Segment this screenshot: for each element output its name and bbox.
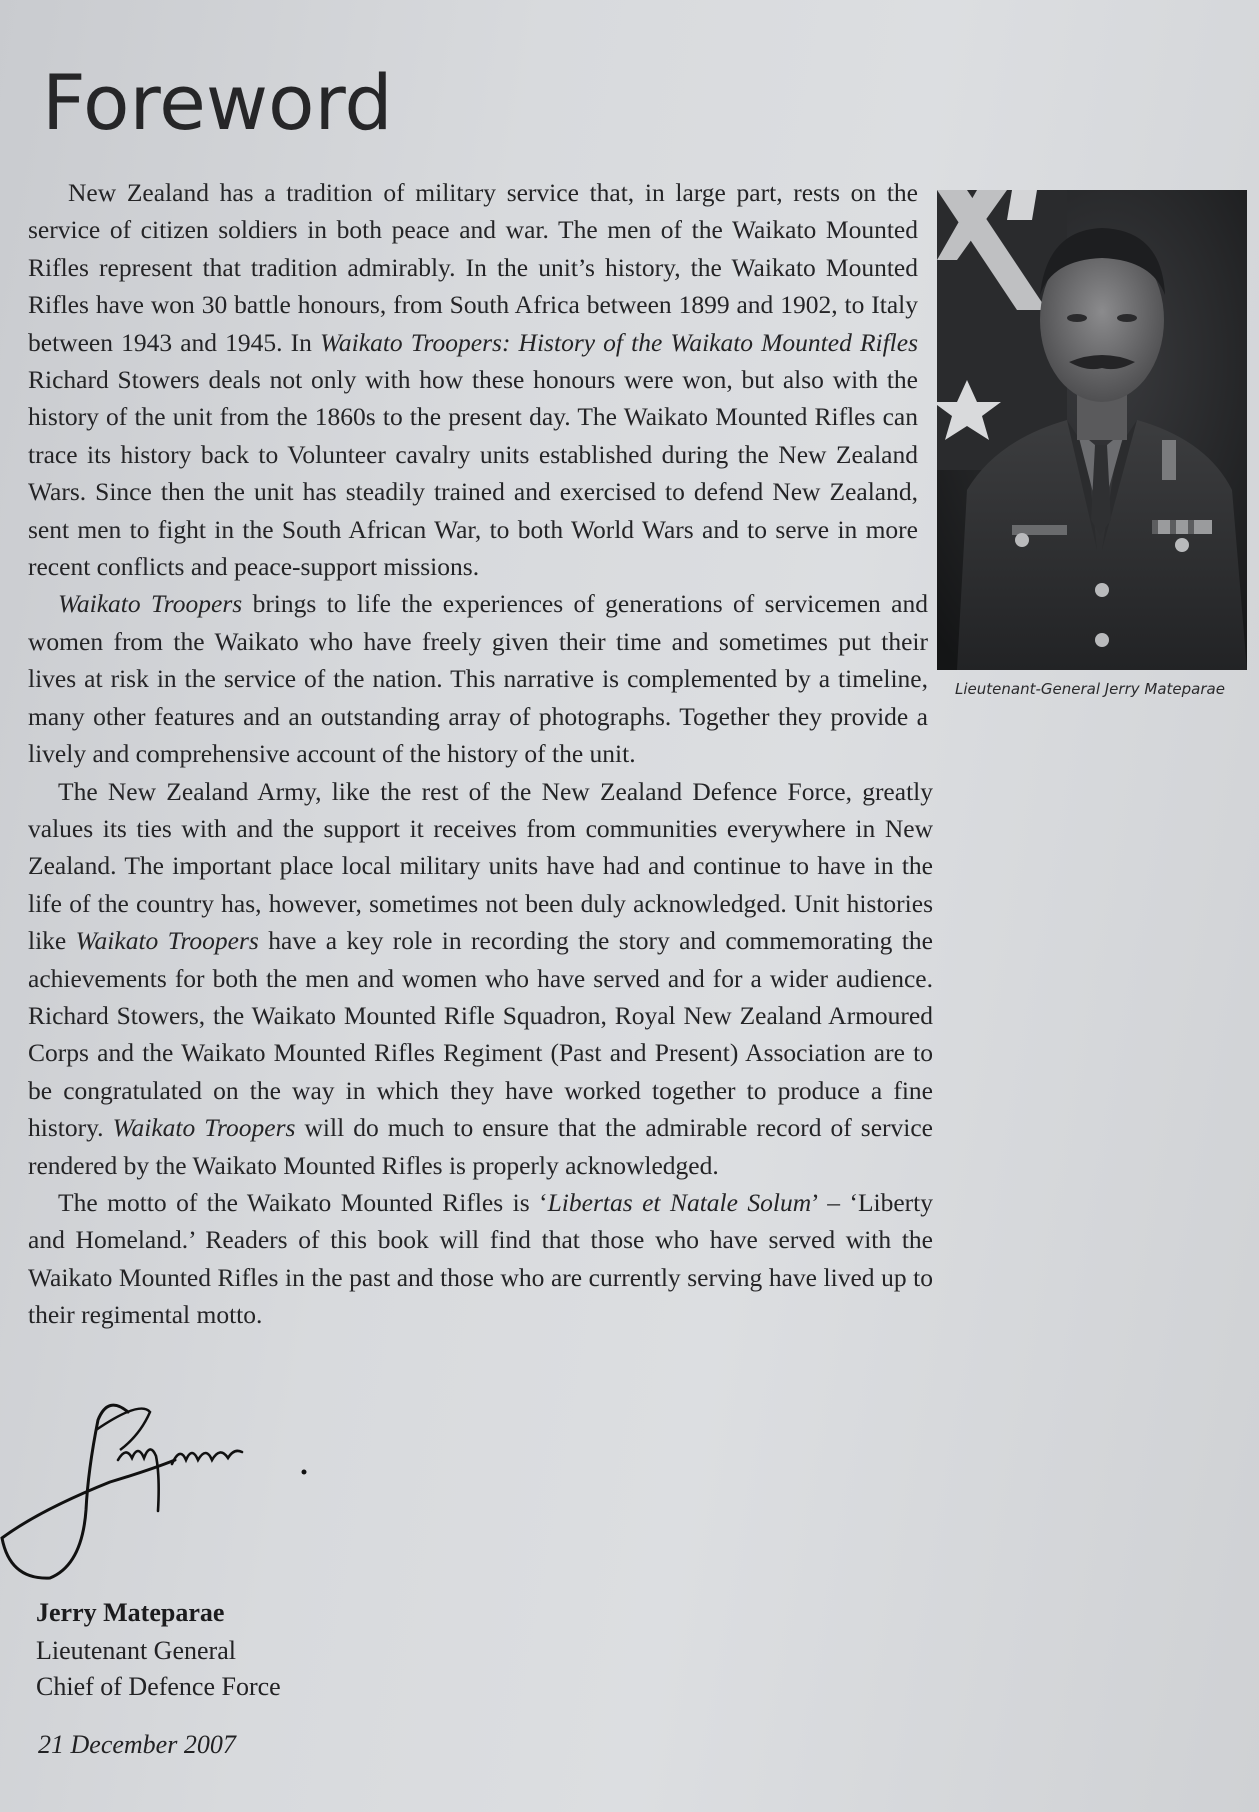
book-title-full: Waikato Troopers: History of the Waikato Mounted Rifles — [320, 327, 919, 357]
paragraph-1 — [28, 174, 918, 585]
paragraph-4-text-a: The motto of the Waikato Mounted Rifles is ‘ — [58, 1187, 548, 1217]
foreword-body — [28, 174, 933, 1334]
regimental-motto: Libertas et Natale Solum — [547, 1187, 812, 1217]
signatory-rank: Lieutenant General — [36, 1636, 236, 1665]
paragraph-3-text-a: The New Zealand Army, like the rest of the New Zealand Defence Force, greatly values its ties with and the support it receives from communities everywhere in New Zealand. The important place local military units have had and continue to have in the life of the country has, however, sometimes not been duly acknowledged. Unit histories like — [28, 776, 933, 956]
paragraph-1-text-a: New Zealand has a tradition of military service that, in large part, rests on the service of citizen soldiers in both peace and war. The men of the Waikato Mounted Rifles represent that tradition admirably. In the unit’s history, the Waikato Mounted Rifles have won 30 battle honours, from South Africa between 1899 and 1902, to Italy between 1943 and 1945. In — [28, 178, 918, 357]
paragraph-2 — [28, 585, 928, 772]
photo-caption: Lieutenant-General Jerry Mateparae — [955, 680, 1225, 698]
paragraph-3 — [28, 773, 933, 1184]
foreword-date: 21 December 2007 — [38, 1730, 236, 1759]
page-title: Foreword — [42, 58, 393, 147]
paragraph-2-text: brings to life the experiences of generations of servicemen and women from the Waikato who have freely given their time and sometimes put their lives at risk in the service of the nation. This narrative is complemented by a timeline, many other features and an outstanding array of photographs. Together they provide a lively and comprehensive account of the history of the unit. — [28, 589, 928, 769]
paragraph-3-text-c: will do much to ensure that the admirable record of service rendered by the Waikato Mounted Rifles is properly acknowledged. — [28, 1113, 933, 1180]
portrait-image — [937, 190, 1247, 670]
paragraph-4 — [28, 1184, 933, 1334]
paragraph-1-text-b: Richard Stowers deals not only with how these honours were won, but also with the history of the unit from the 1860s to the present day. The Waikato Mounted Rifles can trace its history back to Volunteer cavalry units established during the New Zealand Wars. Since then the unit has steadily trained and exercised to defend New Zealand, sent men to fight in the South African War, to both World Wars and to serve in more recent conflicts and peace-support missions. — [28, 365, 918, 582]
book-title: Waikato Troopers — [75, 926, 259, 956]
signatory-office: Chief of Defence Force — [36, 1672, 281, 1701]
paragraph-3-text-b: have a key role in recording the story and commemorating the achievements for both the men and women who have served and for a wider audience. Richard Stowers, the Waikato Mounted Rifle Squadron, Royal New Zealand Armoured Corps and the Waikato Mounted Rifles Regiment (Past and Present) Association are to be congratulated on the way in which they have worked together to produce a fine history. — [28, 926, 933, 1143]
signature-image — [0, 1390, 320, 1590]
paragraph-4-text-b: ’ – ‘Liberty and Homeland.’ Readers of this book will find that those who have served with the Waikato Mounted Rifles in the past and those who are currently serving have lived up to their regimental motto. — [28, 1187, 933, 1330]
book-title: Waikato Troopers — [112, 1113, 296, 1143]
signatory-name: Jerry Mateparae — [36, 1598, 225, 1627]
book-title: Waikato Troopers — [58, 589, 243, 619]
portrait-photo — [937, 190, 1247, 670]
